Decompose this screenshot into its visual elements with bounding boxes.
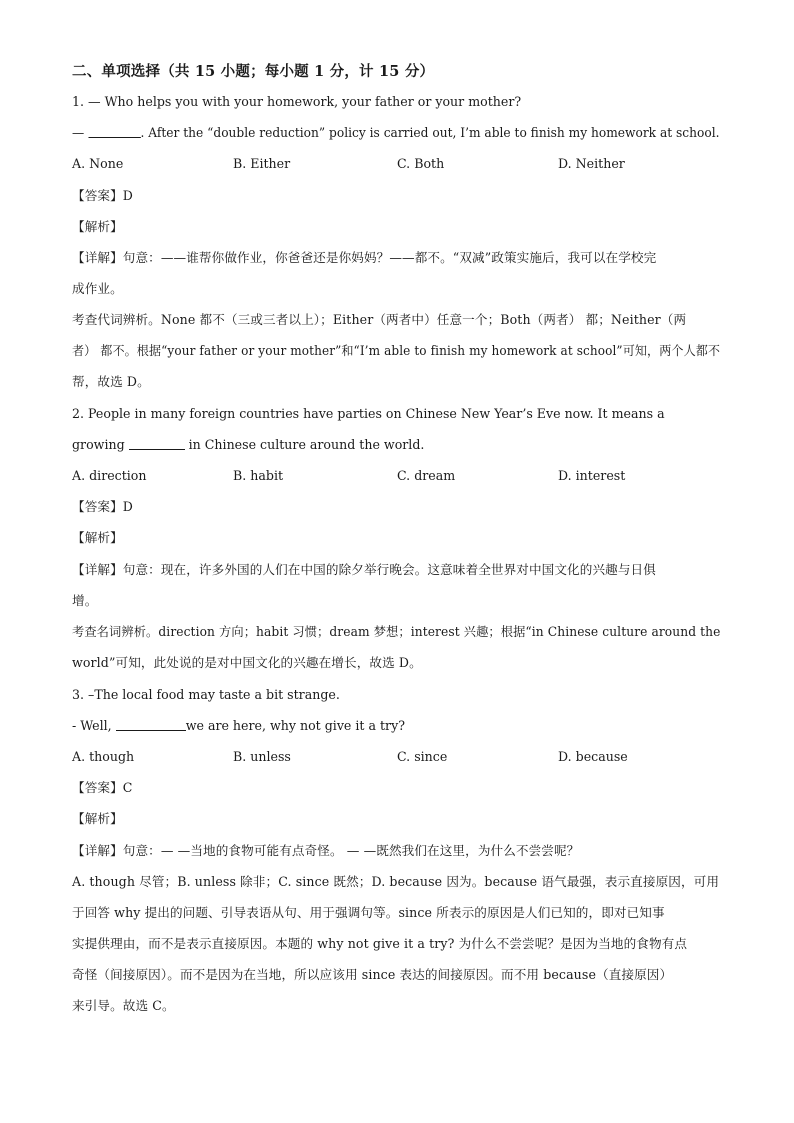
option-b: B. Either bbox=[233, 156, 291, 171]
option-a: A. though bbox=[72, 749, 135, 764]
explanation-text: 实提供理由，而不是表示直接原因。本题的 why not give it a try? 为什么不尝尝呢？是因为当地的食物有点 bbox=[72, 936, 688, 951]
detail-text: 增。 bbox=[72, 593, 98, 608]
answer-label: 【答案】D bbox=[72, 499, 133, 514]
question-3-line2-rest: we are here, why not give it a try? bbox=[185, 718, 405, 733]
option-c: C. since bbox=[397, 749, 448, 764]
option-c: C. Both bbox=[397, 156, 445, 171]
question-1-line2-rest: . After the “double reduction” policy is carried out, I’m able to finish my homework at school. bbox=[140, 125, 720, 140]
answer-label: 【答案】C bbox=[72, 780, 133, 795]
explanation-text: 帮，故选 D。 bbox=[72, 374, 150, 389]
detail-text: 【详解】句意：现在，许多外国的人们在中国的除夕举行晚会。这意味着全世界对中国文化的兴趣与日俱 bbox=[72, 562, 656, 577]
analysis-label: 【解析】 bbox=[72, 530, 123, 545]
detail-text: 【详解】句意：——谁帮你做作业，你爸爸还是你妈妈？——都不。“双减”政策实施后，我可以在学校完 bbox=[72, 250, 657, 265]
explanation-text: 来引导。故选 C。 bbox=[72, 998, 175, 1013]
option-d: D. because bbox=[558, 749, 628, 764]
option-b: B. habit bbox=[233, 468, 284, 483]
question-2-line2-prefix: growing bbox=[72, 437, 129, 452]
answer-blank bbox=[129, 437, 185, 450]
question-1-line2-prefix: — bbox=[72, 125, 89, 140]
question-2-line2-rest: in Chinese culture around the world. bbox=[184, 437, 425, 452]
explanation-text: A. though 尽管；B. unless 除非；C. since 既然；D. because 因为。because 语气最强，表示直接原因，可用 bbox=[72, 874, 720, 889]
question-2-stem: 2. People in many foreign countries have parties on Chinese New Year’s Eve now. It means a bbox=[72, 406, 665, 421]
option-c: C. dream bbox=[397, 468, 456, 483]
option-a: A. None bbox=[72, 156, 124, 171]
option-d: D. interest bbox=[558, 468, 626, 483]
detail-text: 成作业。 bbox=[72, 281, 123, 296]
explanation-text: 于回答 why 提出的问题、引导表语从句、用于强调句等。since 所表示的原因是人们已知的，即对已知事 bbox=[72, 905, 665, 920]
question-3-stem: 3. –The local food may taste a bit strange. bbox=[72, 687, 340, 702]
question-2-line2 bbox=[72, 437, 424, 453]
analysis-label: 【解析】 bbox=[72, 811, 123, 826]
question-3-line2 bbox=[72, 718, 405, 734]
answer-label: 【答案】D bbox=[72, 188, 133, 203]
option-a: A. direction bbox=[72, 468, 147, 483]
explanation-text: 奇怪（间接原因）。而不是因为在当地，所以应该用 since 表达的间接原因。而不用 because（直接原因） bbox=[72, 967, 673, 982]
option-b: B. unless bbox=[233, 749, 291, 764]
explanation-text: 考查名词辨析。direction 方向；habit 习惯；dream 梦想；interest 兴趣；根据“in Chinese culture around the bbox=[72, 624, 721, 639]
section-title: 二、单项选择（共 15 小题；每小题 1 分，计 15 分） bbox=[72, 63, 435, 80]
question-1-stem: 1. — Who helps you with your homework, your father or your mother? bbox=[72, 94, 522, 109]
explanation-text: 者） 都不。根据“your father or your mother”和“I’m able to finish my homework at school”可知，两个人都不 bbox=[72, 343, 721, 358]
explanation-text: 考查代词辨析。None 都不（三或三者以上）；Either（两者中）任意一个；Both（两者） 都；Neither（两 bbox=[72, 312, 687, 327]
option-d: D. Neither bbox=[558, 156, 625, 171]
question-1-line2 bbox=[72, 125, 720, 141]
analysis-label: 【解析】 bbox=[72, 219, 123, 234]
answer-blank bbox=[116, 718, 186, 731]
detail-text: 【详解】句意：— —当地的食物可能有点奇怪。 — —既然我们在这里，为什么不尝尝呢？ bbox=[72, 843, 580, 858]
answer-blank bbox=[88, 125, 140, 138]
question-3-line2-prefix: - Well, bbox=[72, 718, 116, 733]
explanation-text: world”可知，此处说的是对中国文化的兴趣在增长，故选 D。 bbox=[72, 655, 422, 670]
